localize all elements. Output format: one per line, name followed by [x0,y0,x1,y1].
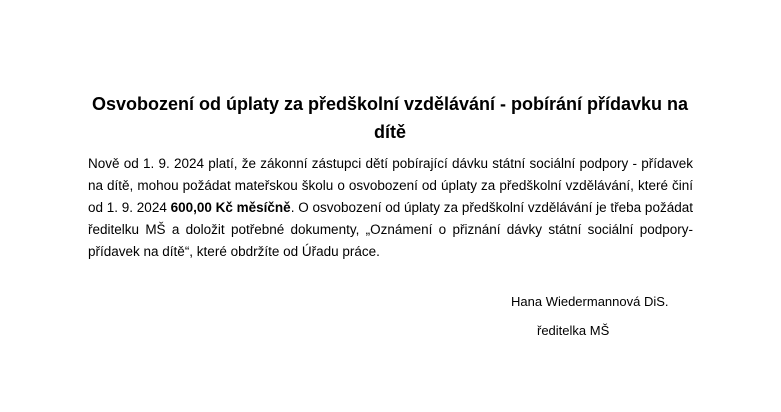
fee-amount: 600,00 Kč měsíčně [170,200,291,215]
document-title: Osvobození od úplaty za předškolní vzdělávání - pobírání přídavku na dítě [91,94,689,142]
body-text-part1: Nově od 1. 9. 2024 platí, že zákonní zástupci dětí pobírající dávku státní sociální podpory - přídavek na dítě, mohou požádat mateřskou školu o osvobození od úplaty za předškolní vzdělávání, které činí od 1. 9. 2024 [88,156,693,215]
document-body [88,153,693,263]
body-text-part2: . O osvobození od úplaty za předškolní vzdělávání je třeba požádat ředitelku MŠ a doložit potřebné dokumenty, „Oznámení o přiznání dávky státní sociální podpory- přídavek na dítě“, které obdržíte od Úřadu práce. [88,200,693,259]
signature-name: Hana Wiedermannová DiS. [511,294,669,309]
signature-role: ředitelka MŠ [537,323,610,338]
